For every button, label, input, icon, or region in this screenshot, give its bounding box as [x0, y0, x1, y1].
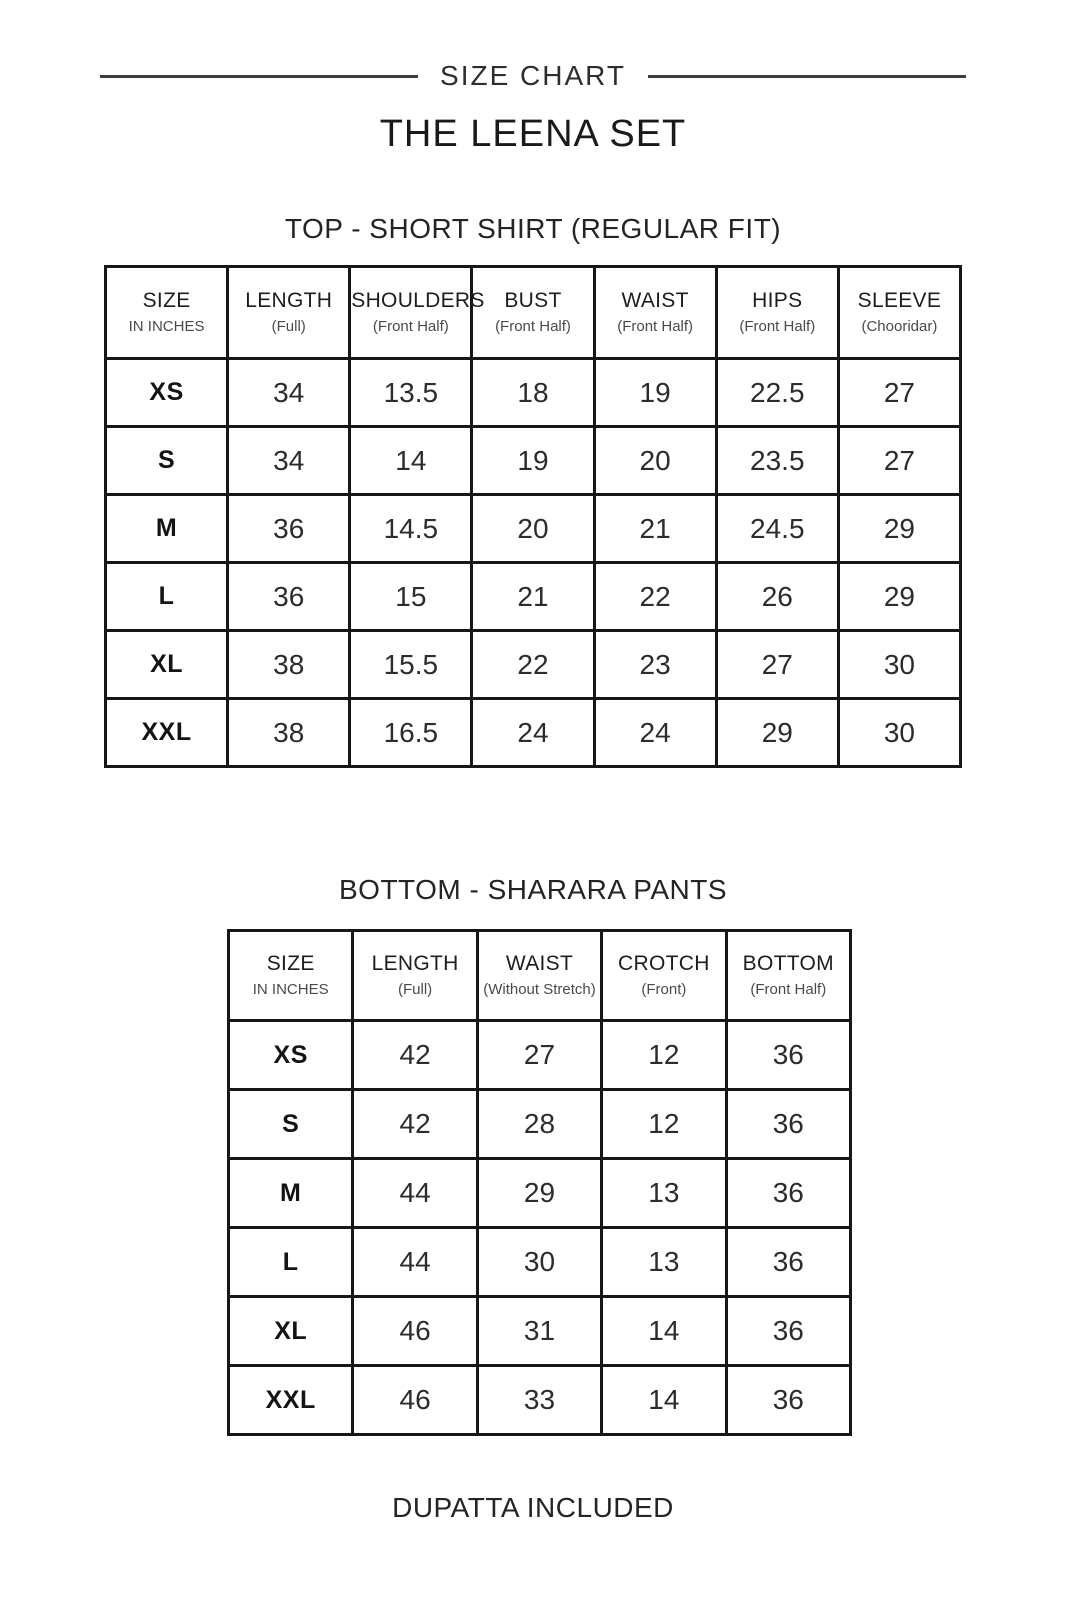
section-title-top: TOP - SHORT SHIRT (REGULAR FIT)	[284, 213, 782, 244]
value-cell: 36	[726, 1021, 850, 1090]
value-cell: 31	[477, 1297, 601, 1366]
size-cell: L	[106, 563, 228, 631]
value-cell: 14	[350, 427, 472, 495]
header-sub: (Without Stretch)	[483, 981, 596, 999]
value-cell: 18	[472, 359, 594, 427]
size-cell: M	[106, 495, 228, 563]
table-row	[106, 699, 961, 767]
value-cell: 15.5	[350, 631, 472, 699]
size-cell: XXL	[106, 699, 228, 767]
value-cell: 29	[838, 563, 960, 631]
value-cell: 20	[472, 495, 594, 563]
value-cell: 23	[594, 631, 716, 699]
table-row	[106, 563, 961, 631]
header-label: SIZE	[142, 289, 191, 313]
value-cell: 27	[477, 1021, 601, 1090]
header-cell	[228, 267, 350, 359]
value-cell: 12	[602, 1090, 726, 1159]
header-row	[106, 267, 961, 359]
table-row	[229, 1090, 851, 1159]
title-rule-left	[100, 75, 418, 78]
header-label: LENGTH	[371, 952, 459, 976]
table-row	[106, 359, 961, 427]
value-cell: 14.5	[350, 495, 472, 563]
header-label: SHOULDERS	[351, 289, 485, 313]
header-cell	[838, 267, 960, 359]
header-sub: IN INCHES	[128, 318, 205, 336]
size-cell: XXL	[229, 1366, 353, 1435]
value-cell: 13	[602, 1159, 726, 1228]
value-cell: 21	[594, 495, 716, 563]
value-cell: 46	[353, 1366, 477, 1435]
size-cell: S	[106, 427, 228, 495]
header-cell	[716, 267, 838, 359]
value-cell: 30	[838, 699, 960, 767]
header-cell	[594, 267, 716, 359]
header-label: HIPS	[752, 289, 803, 313]
value-cell: 24	[594, 699, 716, 767]
value-cell: 16.5	[350, 699, 472, 767]
header-row	[229, 931, 851, 1021]
value-cell: 24	[472, 699, 594, 767]
value-cell: 27	[838, 427, 960, 495]
value-cell: 36	[726, 1090, 850, 1159]
title-row	[0, 58, 1066, 94]
header-sub: (Full)	[398, 981, 433, 999]
header-sub: (Chooridar)	[861, 318, 938, 336]
value-cell: 27	[716, 631, 838, 699]
value-cell: 33	[477, 1366, 601, 1435]
header-label: SIZE	[266, 952, 315, 976]
header-cell	[602, 931, 726, 1021]
header-label: WAIST	[621, 289, 689, 313]
header-cell	[106, 267, 228, 359]
value-cell: 29	[477, 1159, 601, 1228]
bottom-size-table	[227, 929, 852, 1436]
table-row	[229, 1021, 851, 1090]
value-cell: 14	[602, 1297, 726, 1366]
title-rule-right	[648, 75, 966, 78]
value-cell: 36	[228, 563, 350, 631]
value-cell: 20	[594, 427, 716, 495]
header-cell	[477, 931, 601, 1021]
page-title: SIZE CHART	[440, 60, 626, 91]
header-label: SLEEVE	[857, 289, 942, 313]
table-row	[106, 495, 961, 563]
size-cell: XL	[106, 631, 228, 699]
size-cell: L	[229, 1228, 353, 1297]
table-row	[106, 427, 961, 495]
value-cell: 36	[726, 1228, 850, 1297]
value-cell: 34	[228, 427, 350, 495]
header-cell	[726, 931, 850, 1021]
header-label: BUST	[504, 289, 562, 313]
value-cell: 42	[353, 1090, 477, 1159]
value-cell: 30	[838, 631, 960, 699]
value-cell: 13.5	[350, 359, 472, 427]
value-cell: 21	[472, 563, 594, 631]
header-sub: (Full)	[271, 318, 306, 336]
value-cell: 12	[602, 1021, 726, 1090]
table-row	[229, 1297, 851, 1366]
value-cell: 29	[838, 495, 960, 563]
header-label: BOTTOM	[742, 952, 834, 976]
value-cell: 19	[472, 427, 594, 495]
table-row	[229, 1159, 851, 1228]
value-cell: 30	[477, 1228, 601, 1297]
header-sub: (Front Half)	[495, 318, 571, 336]
size-cell: XS	[229, 1021, 353, 1090]
table-row	[229, 1228, 851, 1297]
header-cell	[350, 267, 485, 359]
table-row	[229, 1366, 851, 1435]
header-sub: (Front Half)	[372, 318, 449, 336]
value-cell: 14	[602, 1366, 726, 1435]
value-cell: 24.5	[716, 495, 838, 563]
value-cell: 13	[602, 1228, 726, 1297]
value-cell: 22.5	[716, 359, 838, 427]
value-cell: 36	[726, 1159, 850, 1228]
footer-note: DUPATTA INCLUDED	[392, 1492, 674, 1523]
value-cell: 36	[228, 495, 350, 563]
value-cell: 38	[228, 699, 350, 767]
value-cell: 28	[477, 1090, 601, 1159]
value-cell: 26	[716, 563, 838, 631]
header-sub: (Front)	[641, 981, 687, 999]
value-cell: 34	[228, 359, 350, 427]
header-cell	[353, 931, 477, 1021]
value-cell: 15	[350, 563, 472, 631]
header-cell	[229, 931, 353, 1021]
value-cell: 19	[594, 359, 716, 427]
size-cell: S	[229, 1090, 353, 1159]
header-sub: (Front Half)	[750, 981, 827, 999]
value-cell: 29	[716, 699, 838, 767]
header-sub: (Front Half)	[617, 318, 694, 336]
product-name: THE LEENA SET	[379, 113, 687, 155]
value-cell: 22	[472, 631, 594, 699]
value-cell: 36	[726, 1366, 850, 1435]
value-cell: 36	[726, 1297, 850, 1366]
size-cell: XS	[106, 359, 228, 427]
header-cell	[472, 267, 594, 359]
value-cell: 44	[353, 1228, 477, 1297]
value-cell: 46	[353, 1297, 477, 1366]
header-sub: IN INCHES	[252, 981, 329, 999]
size-cell: M	[229, 1159, 353, 1228]
table-row	[106, 631, 961, 699]
header-label: WAIST	[505, 952, 574, 976]
value-cell: 44	[353, 1159, 477, 1228]
size-cell: XL	[229, 1297, 353, 1366]
value-cell: 27	[838, 359, 960, 427]
value-cell: 23.5	[716, 427, 838, 495]
top-size-table	[104, 265, 962, 768]
header-label: LENGTH	[245, 289, 333, 313]
header-sub: (Front Half)	[739, 318, 816, 336]
header-label: CROTCH	[618, 952, 710, 976]
section-title-bottom: BOTTOM - SHARARA PANTS	[338, 874, 727, 905]
value-cell: 38	[228, 631, 350, 699]
value-cell: 22	[594, 563, 716, 631]
value-cell: 42	[353, 1021, 477, 1090]
